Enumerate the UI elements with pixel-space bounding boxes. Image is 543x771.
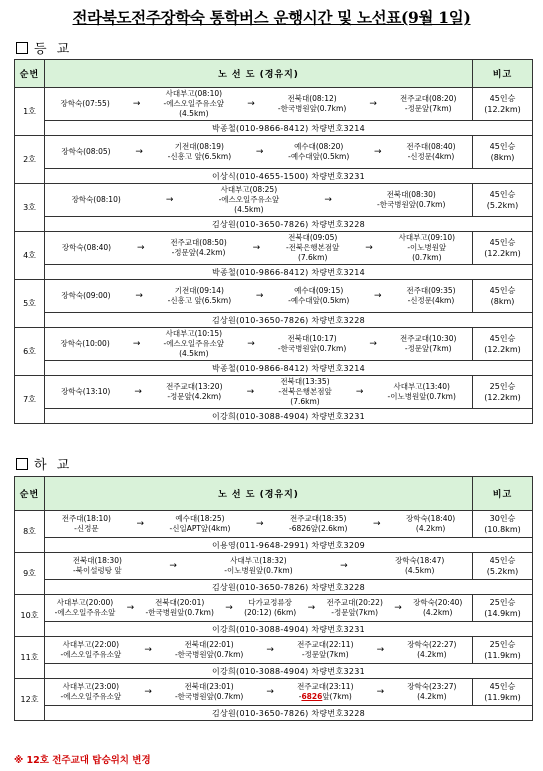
section-back: 하 교 [16, 454, 72, 473]
route-path [45, 679, 473, 706]
stop-detail: -예수대앞(0.5km) [288, 296, 350, 305]
route-stops [45, 682, 472, 702]
stop-name: 장학숙(23:27) [407, 682, 457, 691]
arrow-right-icon: → [365, 243, 373, 253]
stop-detail: -신정문(4km) [407, 296, 455, 305]
route-number: 10호 [15, 595, 45, 637]
stop-name: 전주교대(18:35) [290, 514, 347, 523]
driver-info: 박종철(010-9866-8412) 차량번호3214 [45, 265, 533, 280]
stop-name: 장학숙(07:55) [60, 99, 110, 108]
route-stop [406, 514, 455, 534]
bus-capacity: 45인승 (12.2km) [473, 232, 533, 265]
route-stop [163, 329, 224, 359]
driver-row [15, 217, 533, 232]
stop-name: 전북대(18:30) [72, 556, 122, 565]
route-path [45, 136, 473, 169]
arrow-right-icon: → [324, 195, 332, 205]
route-stop [62, 514, 111, 534]
route-stop [170, 514, 231, 534]
stop-detail: (4.2km) [417, 692, 447, 701]
footnote: ※ 12호 전주교대 탑승위치 변경 [14, 755, 151, 766]
route-row [15, 679, 533, 706]
driver-info: 이강희(010-3088-4904) 차량번호3231 [45, 664, 533, 679]
stop-name: 전주교대(13:20) [166, 382, 223, 391]
arrow-right-icon: → [252, 243, 261, 253]
route-number: 5호 [15, 280, 45, 328]
route-stop [407, 640, 456, 660]
stop-detail: -한국병원앞(0.7km) [377, 200, 446, 209]
route-stop [400, 94, 456, 114]
arrow-right-icon: → [134, 387, 142, 397]
driver-info: 이강희(010-3088-4904) 차량번호3231 [45, 409, 533, 424]
driver-row [15, 169, 533, 184]
bus-capacity: 45인승 (12.2km) [473, 328, 533, 361]
changed-stop-highlight: 6826 [301, 692, 323, 701]
driver-row [15, 580, 533, 595]
stop-detail: -신흥고 앞(6.5km) [167, 152, 232, 161]
route-stop [73, 556, 122, 576]
route-stop [175, 640, 243, 660]
stop-name: 전주대(18:10) [61, 514, 111, 523]
route-row [15, 136, 533, 169]
route-path [45, 328, 473, 361]
driver-info: 박종철(010-9866-8412) 차량번호3214 [45, 361, 533, 376]
stop-name: 사대부고(20:00) [56, 598, 114, 607]
stop-name: 전주교대(10:30) [400, 334, 457, 343]
stop-name: 장학숙(13:10) [61, 387, 111, 396]
driver-row [15, 664, 533, 679]
arrow-right-icon: → [255, 291, 264, 301]
route-path [45, 232, 473, 265]
back-table [14, 476, 533, 721]
bus-capacity: 45인승 (5.2km) [473, 553, 533, 580]
route-row [15, 328, 533, 361]
bus-capacity: 45인승 (5.2km) [473, 184, 533, 217]
arrow-right-icon: → [135, 147, 143, 157]
route-row [15, 637, 533, 664]
arrow-right-icon: → [307, 603, 316, 613]
route-stop [166, 382, 222, 402]
stop-name: 전주교대(20:22) [326, 598, 383, 607]
stop-detail: -6826앞(2.6km) [289, 524, 348, 533]
route-stop [244, 598, 296, 618]
route-path [45, 88, 473, 121]
stop-name: 장학숙(22:27) [407, 640, 457, 649]
route-path [45, 511, 473, 538]
route-row [15, 511, 533, 538]
route-stop [146, 598, 214, 618]
stop-name: 사대부고(08:25) [220, 185, 278, 194]
route-stop [388, 382, 456, 402]
stop-detail: -한국병원앞(0.7km) [277, 344, 347, 353]
stop-name: 사대부고(10:15) [165, 329, 223, 338]
route-number: 9호 [15, 553, 45, 595]
route-stops [45, 640, 472, 660]
stop-detail: (4.2km) [415, 524, 446, 533]
header-route: 노 선 도 (경유지) [45, 60, 473, 88]
stop-name: 전북대(09:05) [288, 233, 338, 242]
stop-detail: (0.7km) [412, 253, 442, 262]
stop-name: 전북대(20:01) [155, 598, 205, 607]
stop-detail: -에스오일주유소앞 [60, 692, 122, 701]
route-stop [163, 89, 224, 119]
stop-detail: -에스오일주유소앞 [163, 339, 225, 348]
bus-capacity: 30인승 (10.8km) [473, 511, 533, 538]
header-note: 비고 [473, 477, 533, 511]
arrow-right-icon: → [144, 687, 152, 697]
arrow-right-icon: → [136, 519, 144, 529]
route-stops [45, 286, 472, 306]
route-stop [219, 185, 280, 215]
route-stop [289, 514, 347, 534]
route-stop [395, 556, 444, 576]
route-stop [288, 142, 349, 162]
stop-name: 전북대(23:01) [184, 682, 234, 691]
stop-detail: (4.5km) [179, 349, 209, 358]
section-go: 등 교 [16, 38, 72, 57]
route-path [45, 553, 473, 580]
route-stop [175, 682, 243, 702]
route-stop [400, 334, 456, 354]
route-number: 6호 [15, 328, 45, 376]
arrow-right-icon: → [372, 519, 381, 529]
stop-name: 전북대(22:01) [184, 640, 234, 649]
route-number: 12호 [15, 679, 45, 721]
stop-detail: -신정문(4km) [407, 152, 455, 161]
stop-name: 사대부고(08:10) [165, 89, 223, 98]
driver-info: 이강희(010-3088-4904) 차량번호3231 [45, 622, 533, 637]
route-stop [61, 682, 122, 702]
header-note: 비고 [473, 60, 533, 88]
arrow-right-icon: → [169, 561, 177, 571]
arrow-right-icon: → [266, 687, 274, 697]
route-row [15, 376, 533, 409]
route-stop [72, 195, 121, 205]
route-stop [61, 339, 110, 349]
arrow-right-icon: → [126, 603, 135, 613]
arrow-right-icon: → [340, 561, 348, 571]
stop-name: 예수대(08:20) [294, 142, 344, 151]
stop-name: 장학숙(18:40) [406, 514, 456, 523]
route-stop [286, 233, 339, 263]
bus-capacity: 25인승 (14.9km) [473, 595, 533, 622]
route-stop [224, 556, 292, 576]
route-stop [168, 142, 232, 162]
arrow-right-icon: → [369, 339, 377, 349]
route-row [15, 280, 533, 313]
route-stops [45, 556, 472, 576]
route-number: 3호 [15, 184, 45, 232]
stop-name: 장학숙(08:10) [71, 195, 121, 204]
arrow-right-icon: → [394, 603, 402, 613]
stop-detail: (4.2km) [417, 650, 447, 659]
stop-name: 기전대(08:19) [174, 142, 224, 151]
checkbox-square-icon [16, 42, 28, 54]
route-row [15, 232, 533, 265]
driver-row [15, 313, 533, 328]
stop-detail: -전북은행본점앞 [278, 387, 332, 396]
stop-detail: -전북은행본점앞 [285, 243, 340, 252]
stop-name: 기전대(09:14) [174, 286, 224, 295]
arrow-right-icon: → [132, 99, 141, 109]
route-number: 4호 [15, 232, 45, 280]
route-stops [45, 377, 472, 407]
route-stop [55, 598, 116, 618]
driver-info: 이상식(010-4655-1500) 차량번호3231 [45, 169, 533, 184]
arrow-right-icon: → [165, 195, 174, 205]
route-stop [61, 387, 110, 397]
driver-row [15, 538, 533, 553]
stop-name: 예수대(09:15) [294, 286, 344, 295]
stop-name: 전주교대(22:11) [297, 640, 354, 649]
stop-detail: -한국병원앞(0.7km) [277, 104, 347, 113]
driver-row [15, 265, 533, 280]
route-stops [45, 598, 472, 618]
arrow-right-icon: → [374, 147, 382, 157]
route-stop [413, 598, 462, 618]
route-stops [45, 329, 472, 359]
stop-detail: -신정문 [74, 524, 99, 533]
stop-name: 전주대(08:40) [406, 142, 456, 151]
stop-detail: -정문앞(4.2km) [167, 392, 222, 401]
route-number: 8호 [15, 511, 45, 553]
stop-detail: -정문앞(7km) [404, 344, 452, 353]
stop-name: 사대부고(09:10) [398, 233, 456, 242]
route-row [15, 553, 533, 580]
route-path [45, 376, 473, 409]
route-stop [326, 598, 382, 618]
stop-detail: -정문앞(4.2km) [171, 248, 226, 257]
route-stop [61, 147, 110, 157]
stop-detail: (20:12) (6km) [244, 608, 297, 617]
stop-name: 전주대(09:35) [406, 286, 456, 295]
stop-name: 전북대(13:35) [280, 377, 330, 386]
header-no: 순번 [15, 477, 45, 511]
stop-detail: -정문앞(7km) [331, 608, 379, 617]
arrow-right-icon: → [374, 291, 382, 301]
stop-name: 사대부고(18:32) [230, 556, 287, 565]
route-stop [61, 99, 110, 109]
route-stops [45, 142, 472, 162]
arrow-right-icon: → [246, 387, 255, 397]
arrow-right-icon: → [369, 99, 377, 109]
stop-detail: (4.2km) [422, 608, 453, 617]
header-route: 노 선 도 (경유지) [45, 477, 473, 511]
stop-detail: -에스오일주유소앞 [60, 650, 122, 659]
stop-name: 장학숙(18:47) [395, 556, 445, 565]
stop-detail: -6826앞(7km) [298, 692, 352, 701]
stop-name: 장학숙(10:00) [60, 339, 110, 348]
stop-name: 사대부고(22:00) [62, 640, 120, 649]
bus-capacity: 45인승 (8km) [473, 280, 533, 313]
arrow-right-icon: → [255, 147, 264, 157]
driver-row [15, 409, 533, 424]
route-stop [168, 286, 232, 306]
stop-name: 예수대(18:25) [175, 514, 225, 523]
bus-capacity: 25인승 (11.9km) [473, 637, 533, 664]
driver-info: 김상원(010-3650-7826) 차량번호3228 [45, 313, 533, 328]
driver-info: 이용영(011-9648-2991) 차량번호3209 [45, 538, 533, 553]
stop-name: 사대부고(13:40) [393, 382, 450, 391]
bus-capacity: 25인승 (12.2km) [473, 376, 533, 409]
stop-name: 장학숙(09:00) [61, 291, 111, 300]
arrow-right-icon: → [247, 339, 255, 349]
stop-detail: -에스오일주유소앞 [218, 195, 280, 204]
stop-detail: (4.5km) [234, 205, 264, 214]
route-number: 1호 [15, 88, 45, 136]
bus-capacity: 45인승 (11.9km) [473, 679, 533, 706]
page-title: 전라북도전주장학숙 통학버스 운행시간 및 노선표(9월 1일) [72, 8, 471, 27]
route-number: 11호 [15, 637, 45, 679]
arrow-right-icon: → [135, 291, 143, 301]
route-stops [45, 514, 472, 534]
route-stop [278, 94, 346, 114]
stop-name: 전주교대(08:50) [170, 238, 227, 247]
stop-detail: -한국병원앞(0.7km) [145, 608, 214, 617]
driver-info: 김상원(010-3650-7826) 차량번호3228 [45, 706, 533, 721]
driver-row [15, 361, 533, 376]
route-stop [407, 682, 456, 702]
route-path [45, 637, 473, 664]
stop-detail: -정문앞(7km) [404, 104, 452, 113]
arrow-right-icon: → [355, 387, 364, 397]
route-stop [377, 190, 445, 210]
route-stops [45, 233, 472, 263]
arrow-right-icon: → [136, 243, 145, 253]
arrow-right-icon: → [255, 519, 264, 529]
route-stop [288, 286, 349, 306]
arrow-right-icon: → [247, 99, 255, 109]
stop-detail: -에스오일주유소앞 [54, 608, 116, 617]
stop-name: 다가교정류장 [248, 598, 292, 607]
route-path [45, 184, 473, 217]
bus-capacity: 45인승 (8km) [473, 136, 533, 169]
stop-name: 사대부고(23:00) [62, 682, 120, 691]
arrow-right-icon: → [144, 645, 152, 655]
stop-detail: -북이설렁탕 앞 [73, 566, 122, 575]
stop-name: 장학숙(20:40) [413, 598, 463, 607]
stop-name: 장학숙(08:05) [61, 147, 111, 156]
stop-detail: -이노병원앞(0.7km) [224, 566, 293, 575]
stop-detail: -한국병원앞(0.7km) [174, 650, 244, 659]
route-number: 7호 [15, 376, 45, 424]
route-number: 2호 [15, 136, 45, 184]
arrow-right-icon: → [376, 687, 385, 697]
arrow-right-icon: → [225, 603, 233, 613]
arrow-right-icon: → [266, 645, 274, 655]
route-stop [406, 142, 455, 162]
route-stop [170, 238, 226, 258]
stop-name: 전북대(08:30) [386, 190, 436, 199]
driver-row [15, 121, 533, 136]
bus-capacity: 45인승 (12.2km) [473, 88, 533, 121]
route-path [45, 280, 473, 313]
route-stop [61, 640, 122, 660]
stop-detail: (4.5km) [179, 109, 209, 118]
driver-info: 김상원(010-3650-7826) 차량번호3228 [45, 217, 533, 232]
driver-row [15, 706, 533, 721]
route-stop [297, 640, 353, 660]
stop-detail: -한국병원앞(0.7km) [174, 692, 244, 701]
route-stop [297, 682, 353, 702]
route-stops [45, 185, 472, 215]
stop-detail: (7.6km) [290, 397, 320, 406]
stop-name: 전주교대(08:20) [400, 94, 457, 103]
route-row [15, 184, 533, 217]
go-table [14, 59, 533, 424]
driver-info: 박종철(010-9866-8412) 차량번호3214 [45, 121, 533, 136]
driver-info: 김상원(010-3650-7826) 차량번호3228 [45, 580, 533, 595]
route-stop [278, 377, 331, 407]
stop-name: 장학숙(08:40) [61, 243, 112, 252]
stop-detail: -예수대앞(0.5km) [288, 152, 350, 161]
stop-detail: -신흥고 앞(6.5km) [167, 296, 232, 305]
route-row [15, 595, 533, 622]
route-row [15, 88, 533, 121]
route-stops [45, 89, 472, 119]
route-stop [61, 291, 110, 301]
stop-detail: -정문앞(7km) [301, 650, 349, 659]
stop-detail: (4.5km) [404, 566, 435, 575]
driver-row [15, 622, 533, 637]
stop-detail: -신일APT앞(4km) [169, 524, 231, 533]
route-stop [278, 334, 346, 354]
arrow-right-icon: → [132, 339, 141, 349]
stop-detail: -이노병원앞 [407, 243, 447, 252]
header-no: 순번 [15, 60, 45, 88]
route-path [45, 595, 473, 622]
route-stop [399, 233, 455, 263]
stop-detail: (7.6km) [297, 253, 328, 262]
stop-name: 전주교대(23:11) [297, 682, 354, 691]
stop-detail: -에스오일주유소앞 [163, 99, 225, 108]
stop-detail: -이노병원앞(0.7km) [387, 392, 456, 401]
stop-name: 전북대(08:12) [287, 94, 337, 103]
route-stop [62, 243, 111, 253]
checkbox-square-icon [16, 458, 28, 470]
route-stop [406, 286, 455, 306]
arrow-right-icon: → [376, 645, 385, 655]
stop-name: 전북대(10:17) [287, 334, 337, 343]
